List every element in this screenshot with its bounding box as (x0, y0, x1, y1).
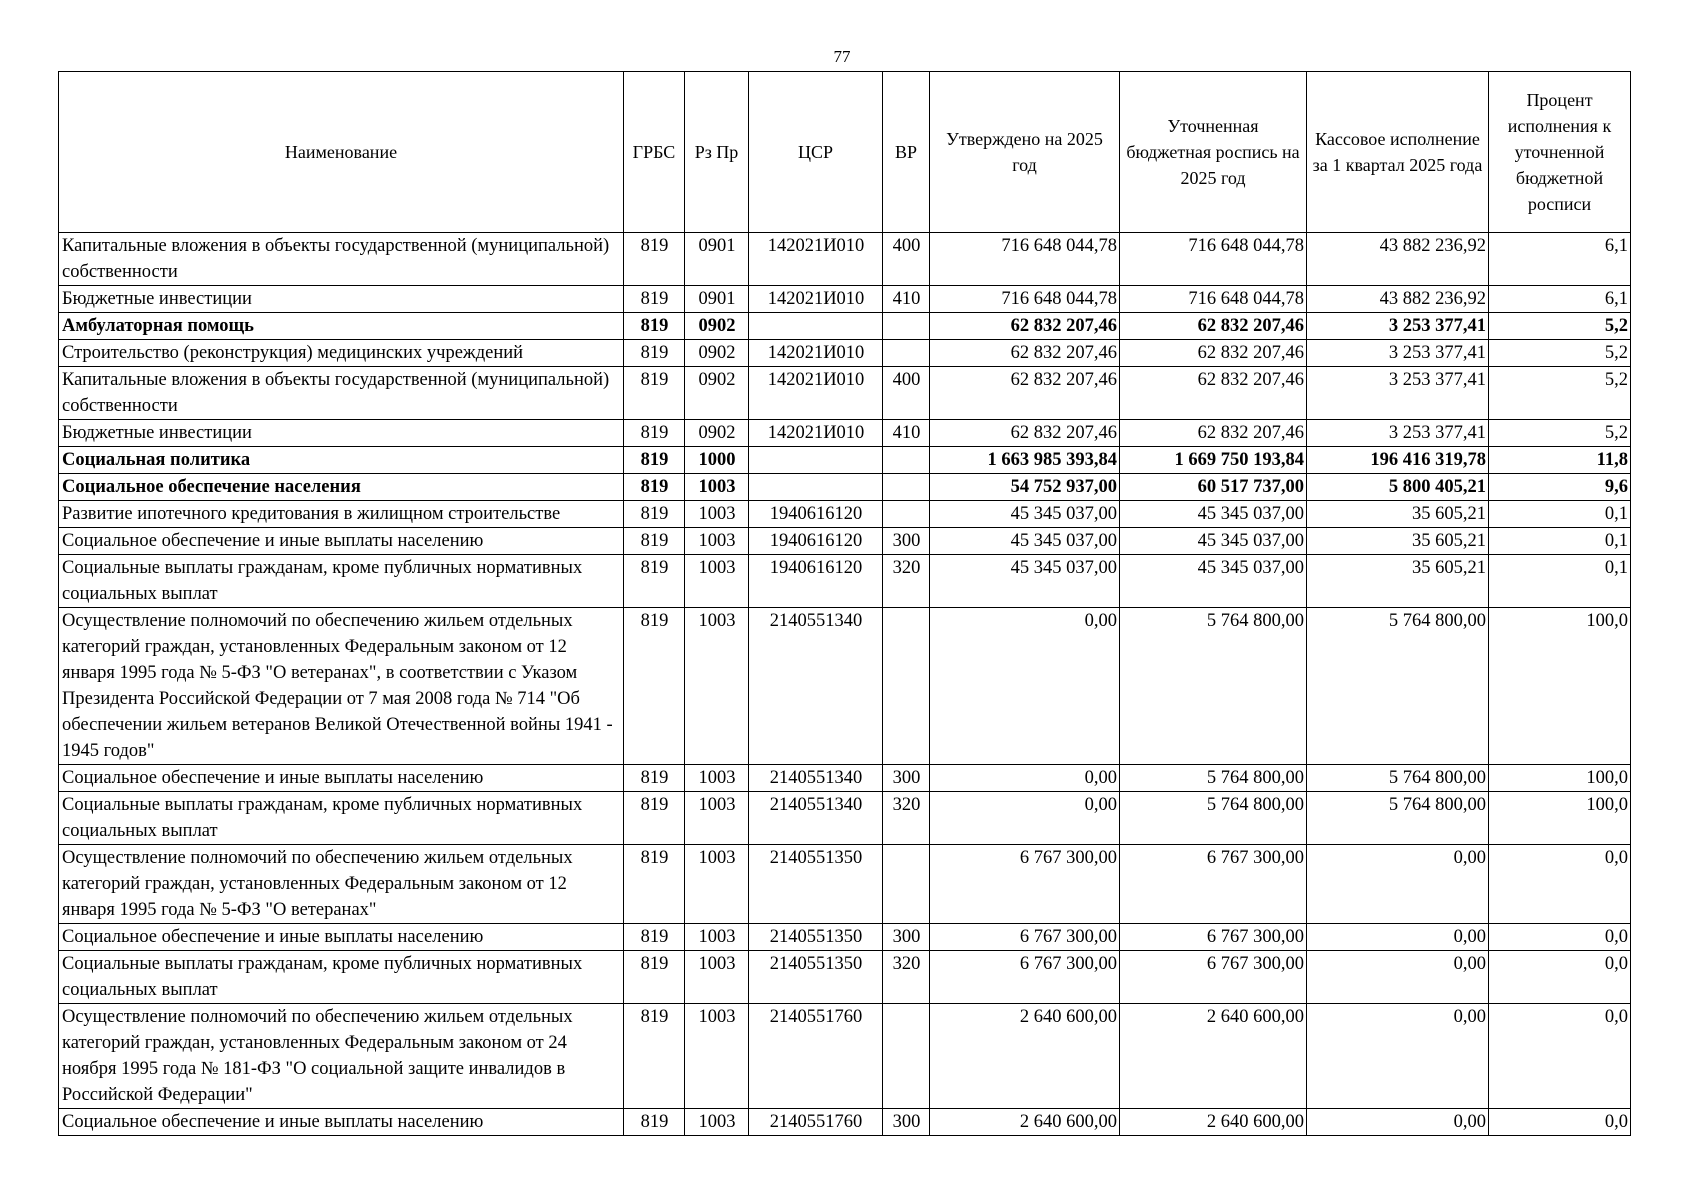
cell-refined: 5 764 800,00 (1120, 792, 1307, 845)
cell-refined: 45 345 037,00 (1120, 555, 1307, 608)
cell-grbs: 819 (624, 233, 685, 286)
cell-name: Осуществление полномочий по обеспечению жильем отдельных категорий граждан, установленных Федеральным законом от 12 января 1995 года № 5-ФЗ "О ветеранах" (59, 845, 624, 924)
cell-csr: 2140551350 (749, 924, 883, 951)
cell-refined: 716 648 044,78 (1120, 233, 1307, 286)
cell-grbs: 819 (624, 845, 685, 924)
cell-rzpr: 0902 (685, 340, 749, 367)
cell-refined: 716 648 044,78 (1120, 286, 1307, 313)
cell-refined: 5 764 800,00 (1120, 765, 1307, 792)
cell-name: Строительство (реконструкция) медицинских учреждений (59, 340, 624, 367)
cell-vr: 300 (883, 924, 930, 951)
cell-refined: 62 832 207,46 (1120, 340, 1307, 367)
cell-name: Социальные выплаты гражданам, кроме публичных нормативных социальных выплат (59, 792, 624, 845)
cell-refined: 45 345 037,00 (1120, 528, 1307, 555)
cell-csr: 2140551340 (749, 608, 883, 765)
cell-percent: 6,1 (1489, 286, 1631, 313)
cell-rzpr: 0902 (685, 367, 749, 420)
header-row (59, 72, 1631, 233)
cell-csr: 2140551340 (749, 792, 883, 845)
cell-refined: 60 517 737,00 (1120, 474, 1307, 501)
cell-name: Капитальные вложения в объекты государственной (муниципальной) собственности (59, 367, 624, 420)
cell-rzpr: 0901 (685, 233, 749, 286)
cell-vr: 320 (883, 792, 930, 845)
cell-approved: 6 767 300,00 (930, 924, 1120, 951)
cell-name: Капитальные вложения в объекты государственной (муниципальной) собственности (59, 233, 624, 286)
table-row (59, 1109, 1631, 1136)
cell-name: Социальное обеспечение населения (59, 474, 624, 501)
cell-percent: 100,0 (1489, 792, 1631, 845)
cell-rzpr: 1003 (685, 1004, 749, 1109)
cell-name: Бюджетные инвестиции (59, 420, 624, 447)
cell-cash: 0,00 (1307, 924, 1489, 951)
cell-percent: 6,1 (1489, 233, 1631, 286)
cell-rzpr: 1003 (685, 608, 749, 765)
cell-csr: 1940616120 (749, 501, 883, 528)
cell-grbs: 819 (624, 765, 685, 792)
cell-percent: 0,1 (1489, 555, 1631, 608)
cell-cash: 5 800 405,21 (1307, 474, 1489, 501)
cell-grbs: 819 (624, 501, 685, 528)
cell-rzpr: 1003 (685, 474, 749, 501)
cell-csr: 2140551760 (749, 1109, 883, 1136)
cell-vr: 410 (883, 286, 930, 313)
cell-vr (883, 313, 930, 340)
cell-percent: 100,0 (1489, 765, 1631, 792)
header-approved: Утверждено на 2025 год (930, 72, 1120, 233)
cell-rzpr: 1003 (685, 792, 749, 845)
cell-grbs: 819 (624, 951, 685, 1004)
cell-grbs: 819 (624, 1004, 685, 1109)
cell-csr: 1940616120 (749, 555, 883, 608)
cell-vr (883, 608, 930, 765)
cell-cash: 3 253 377,41 (1307, 313, 1489, 340)
table-row (59, 608, 1631, 765)
header-name: Наименование (59, 72, 624, 233)
cell-cash: 196 416 319,78 (1307, 447, 1489, 474)
table-row (59, 528, 1631, 555)
header-rzpr: Рз Пр (685, 72, 749, 233)
cell-cash: 3 253 377,41 (1307, 367, 1489, 420)
cell-percent: 5,2 (1489, 420, 1631, 447)
cell-cash: 0,00 (1307, 1004, 1489, 1109)
table-row (59, 447, 1631, 474)
cell-grbs: 819 (624, 608, 685, 765)
cell-rzpr: 1003 (685, 951, 749, 1004)
cell-approved: 2 640 600,00 (930, 1004, 1120, 1109)
cell-vr: 410 (883, 420, 930, 447)
cell-rzpr: 0902 (685, 313, 749, 340)
cell-grbs: 819 (624, 555, 685, 608)
cell-approved: 6 767 300,00 (930, 951, 1120, 1004)
budget-table (58, 71, 1631, 1136)
cell-grbs: 819 (624, 474, 685, 501)
cell-approved: 6 767 300,00 (930, 845, 1120, 924)
cell-refined: 5 764 800,00 (1120, 608, 1307, 765)
table-body (59, 233, 1631, 1136)
cell-approved: 62 832 207,46 (930, 340, 1120, 367)
cell-vr: 320 (883, 555, 930, 608)
cell-vr: 400 (883, 367, 930, 420)
cell-refined: 6 767 300,00 (1120, 951, 1307, 1004)
cell-approved: 45 345 037,00 (930, 528, 1120, 555)
cell-cash: 0,00 (1307, 845, 1489, 924)
cell-percent: 0,0 (1489, 1109, 1631, 1136)
cell-grbs: 819 (624, 447, 685, 474)
cell-percent: 0,0 (1489, 1004, 1631, 1109)
cell-approved: 0,00 (930, 608, 1120, 765)
cell-csr: 142021И010 (749, 420, 883, 447)
cell-cash: 3 253 377,41 (1307, 420, 1489, 447)
cell-rzpr: 1000 (685, 447, 749, 474)
cell-approved: 0,00 (930, 792, 1120, 845)
cell-approved: 1 663 985 393,84 (930, 447, 1120, 474)
cell-grbs: 819 (624, 792, 685, 845)
header-grbs: ГРБС (624, 72, 685, 233)
table-row (59, 951, 1631, 1004)
cell-refined: 62 832 207,46 (1120, 420, 1307, 447)
cell-grbs: 819 (624, 286, 685, 313)
cell-approved: 716 648 044,78 (930, 286, 1120, 313)
table-row (59, 367, 1631, 420)
table-row (59, 924, 1631, 951)
cell-cash: 43 882 236,92 (1307, 286, 1489, 313)
cell-vr (883, 501, 930, 528)
cell-csr: 1940616120 (749, 528, 883, 555)
cell-name: Осуществление полномочий по обеспечению жильем отдельных категорий граждан, установленных Федеральным законом от 24 ноября 1995 года № 181-ФЗ "О социальной защите инвалидов в Российской Федерации" (59, 1004, 624, 1109)
cell-percent: 5,2 (1489, 340, 1631, 367)
cell-csr (749, 474, 883, 501)
cell-approved: 62 832 207,46 (930, 313, 1120, 340)
cell-vr (883, 447, 930, 474)
table-row (59, 845, 1631, 924)
cell-approved: 0,00 (930, 765, 1120, 792)
cell-csr: 142021И010 (749, 286, 883, 313)
cell-grbs: 819 (624, 1109, 685, 1136)
table-row (59, 340, 1631, 367)
cell-cash: 35 605,21 (1307, 555, 1489, 608)
cell-csr: 142021И010 (749, 340, 883, 367)
cell-name: Социальные выплаты гражданам, кроме публичных нормативных социальных выплат (59, 555, 624, 608)
cell-percent: 0,1 (1489, 501, 1631, 528)
cell-cash: 0,00 (1307, 1109, 1489, 1136)
cell-rzpr: 0902 (685, 420, 749, 447)
table-row (59, 474, 1631, 501)
cell-refined: 1 669 750 193,84 (1120, 447, 1307, 474)
cell-csr (749, 313, 883, 340)
header-percent: Процент исполнения к уточненной бюджетной росписи (1489, 72, 1631, 233)
cell-vr: 300 (883, 1109, 930, 1136)
cell-name: Амбулаторная помощь (59, 313, 624, 340)
cell-percent: 11,8 (1489, 447, 1631, 474)
cell-rzpr: 1003 (685, 1109, 749, 1136)
cell-name: Социальная политика (59, 447, 624, 474)
cell-cash: 35 605,21 (1307, 501, 1489, 528)
cell-csr: 2140551350 (749, 845, 883, 924)
cell-refined: 6 767 300,00 (1120, 845, 1307, 924)
cell-approved: 45 345 037,00 (930, 555, 1120, 608)
cell-percent: 0,0 (1489, 951, 1631, 1004)
cell-name: Социальные выплаты гражданам, кроме публичных нормативных социальных выплат (59, 951, 624, 1004)
cell-rzpr: 1003 (685, 555, 749, 608)
cell-approved: 716 648 044,78 (930, 233, 1120, 286)
header-cash: Кассовое исполнение за 1 квартал 2025 года (1307, 72, 1489, 233)
cell-cash: 3 253 377,41 (1307, 340, 1489, 367)
cell-vr (883, 845, 930, 924)
cell-rzpr: 1003 (685, 845, 749, 924)
cell-rzpr: 1003 (685, 924, 749, 951)
table-row (59, 286, 1631, 313)
table-row (59, 420, 1631, 447)
cell-approved: 2 640 600,00 (930, 1109, 1120, 1136)
table-row (59, 313, 1631, 340)
cell-percent: 5,2 (1489, 313, 1631, 340)
cell-vr (883, 340, 930, 367)
cell-name: Социальное обеспечение и иные выплаты населению (59, 528, 624, 555)
table-row (59, 555, 1631, 608)
cell-vr (883, 474, 930, 501)
cell-approved: 54 752 937,00 (930, 474, 1120, 501)
cell-name: Бюджетные инвестиции (59, 286, 624, 313)
header-vr: ВР (883, 72, 930, 233)
cell-refined: 6 767 300,00 (1120, 924, 1307, 951)
cell-rzpr: 1003 (685, 765, 749, 792)
cell-refined: 2 640 600,00 (1120, 1109, 1307, 1136)
cell-rzpr: 1003 (685, 501, 749, 528)
cell-grbs: 819 (624, 367, 685, 420)
cell-refined: 62 832 207,46 (1120, 367, 1307, 420)
table-row (59, 765, 1631, 792)
cell-name: Осуществление полномочий по обеспечению жильем отдельных категорий граждан, установленных Федеральным законом от 12 января 1995 года № 5-ФЗ "О ветеранах", в соответствии с Указом Президента Российской Федерации от 7 мая 2008 года № 714 "Об обеспечении жильем ветеранов Великой Отечественной войны 1941 - 1945 годов" (59, 608, 624, 765)
cell-vr: 400 (883, 233, 930, 286)
table-row (59, 792, 1631, 845)
page-number: 77 (833, 47, 851, 66)
cell-vr: 320 (883, 951, 930, 1004)
cell-grbs: 819 (624, 313, 685, 340)
cell-csr: 2140551350 (749, 951, 883, 1004)
cell-cash: 5 764 800,00 (1307, 608, 1489, 765)
cell-approved: 62 832 207,46 (930, 367, 1120, 420)
cell-grbs: 819 (624, 340, 685, 367)
cell-csr (749, 447, 883, 474)
cell-approved: 62 832 207,46 (930, 420, 1120, 447)
cell-refined: 2 640 600,00 (1120, 1004, 1307, 1109)
table-row (59, 233, 1631, 286)
cell-name: Развитие ипотечного кредитования в жилищном строительстве (59, 501, 624, 528)
cell-csr: 2140551760 (749, 1004, 883, 1109)
cell-cash: 0,00 (1307, 951, 1489, 1004)
cell-approved: 45 345 037,00 (930, 501, 1120, 528)
cell-vr: 300 (883, 528, 930, 555)
cell-cash: 43 882 236,92 (1307, 233, 1489, 286)
cell-percent: 9,6 (1489, 474, 1631, 501)
cell-csr: 2140551340 (749, 765, 883, 792)
cell-vr (883, 1004, 930, 1109)
header-refined: Уточненная бюджетная роспись на 2025 год (1120, 72, 1307, 233)
cell-cash: 5 764 800,00 (1307, 792, 1489, 845)
cell-cash: 35 605,21 (1307, 528, 1489, 555)
cell-percent: 0,0 (1489, 845, 1631, 924)
cell-vr: 300 (883, 765, 930, 792)
header-csr: ЦСР (749, 72, 883, 233)
table-row (59, 1004, 1631, 1109)
cell-name: Социальное обеспечение и иные выплаты населению (59, 1109, 624, 1136)
cell-name: Социальное обеспечение и иные выплаты населению (59, 924, 624, 951)
cell-rzpr: 0901 (685, 286, 749, 313)
cell-grbs: 819 (624, 420, 685, 447)
cell-name: Социальное обеспечение и иные выплаты населению (59, 765, 624, 792)
cell-csr: 142021И010 (749, 233, 883, 286)
cell-percent: 0,0 (1489, 924, 1631, 951)
cell-percent: 100,0 (1489, 608, 1631, 765)
cell-cash: 5 764 800,00 (1307, 765, 1489, 792)
cell-csr: 142021И010 (749, 367, 883, 420)
cell-percent: 0,1 (1489, 528, 1631, 555)
cell-percent: 5,2 (1489, 367, 1631, 420)
cell-grbs: 819 (624, 924, 685, 951)
cell-refined: 62 832 207,46 (1120, 313, 1307, 340)
table-row (59, 501, 1631, 528)
cell-refined: 45 345 037,00 (1120, 501, 1307, 528)
cell-grbs: 819 (624, 528, 685, 555)
cell-rzpr: 1003 (685, 528, 749, 555)
